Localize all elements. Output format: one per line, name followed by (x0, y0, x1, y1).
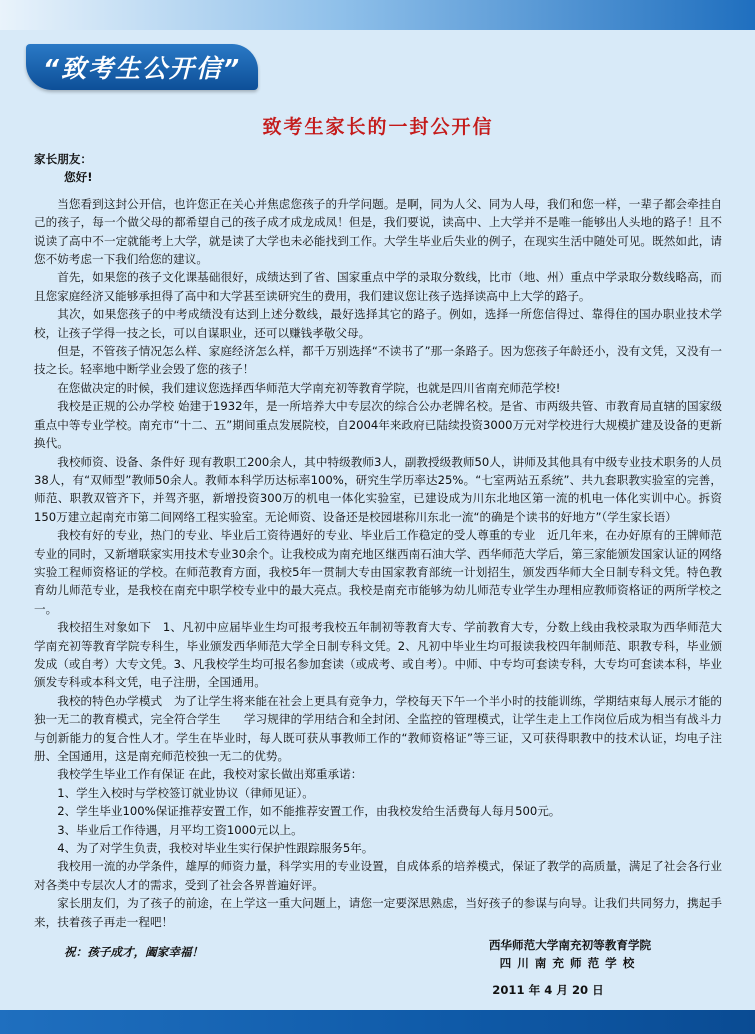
letter-paragraph: 3、毕业后工作待遇，月平均工资1000元以上。 (57, 822, 303, 837)
letter-body (34, 118, 722, 961)
letter-paragraph: 我校的特色办学模式 为了让学生将来能在社会上更具有竞争力，学校每天下午一个半小时的技能训练，学期结束每人展示才能的独一无二的教育模式，完全符合学生 学习规律的学用结合和全封闭、全监控的管理模式，让学生走上工作岗位后成为相当有战斗力与创新能力的复合性人才。学生在毕业时，每人既可获从事教师工作的“教师资格证”等三证，又可获得职教中的技术认证，均电子注册、全国通用，这是南充师范校独一无二的优势。 (34, 693, 722, 763)
letter-paragraph: 2、学生毕业100%保证推荐安置工作，如不能推荐安置工作，由我校发给生活费每人每月500元。 (57, 804, 561, 819)
signature-college: 西华师范大学南充初等教育学院 (488, 938, 652, 952)
letter-paragraph: 我校招生对象如下 1、凡初中应届毕业生均可报考我校五年制初等教育大专、学前教育大专，分数上线由我校录取为西华师范大学南充初等教育学院专科生，毕业颁发西华师范大学全日制专科文凭。2、凡初中毕业生均可报读我校四年制师范、职教专科，毕业颁发成（或自考）大专文凭。3、凡我校学生均可报名参加套读（或成考、或自考）。中师、中专均可套读专科，大专均可套读本科，毕业颁发专科或本科文凭，电子注册，全国通用。 (34, 620, 722, 690)
letter-paragraph: 我校用一流的办学条件，雄厚的师资力量，科学实用的专业设置，自成体系的培养模式，保证了教学的高质量，满足了社会各行业对各类中专层次人才的需求，受到了社会各界普遍好评。 (34, 859, 722, 892)
letter-paragraph: 家长朋友们，为了孩子的前途，在上学这一重大问题上，请您一定要深思熟虑，当好孩子的参谋与向导。让我们共同努力，携起手来，扶着孩子再走一程吧！ (34, 896, 722, 929)
top-decorative-bar (0, 0, 755, 30)
letter-paragraph: 首先，如果您的孩子文化课基础很好，成绩达到了省、国家重点中学的录取分数线，比市（地、州）重点中学录取分数线略高，而且您家庭经济又能够承担得了高中和大学甚至读研究生的费用，我们建议您让孩子选择读高中上大学的路子。 (34, 270, 722, 303)
letter-paragraph: 当您看到这封公开信，也许您正在关心并焦虑您孩子的升学问题。是啊，同为人父、同为人母，我们和您一样，一辈子都会牵挂自己的孩子，每一个做父母的都希望自己的孩子成才成龙成凤！但是，我们要说，读高中、上大学并不是唯一能够出人头地的路子！且不说读了高中不一定就能考上大学，就是读了大学也未必能找到工作。大学生毕业后失业的例子，在现实生活中随处可见。既然如此，请您不妨考虑一下我们给您的建议。 (34, 196, 722, 267)
greeting-hello: 您好! (64, 170, 93, 185)
bottom-decorative-bar (0, 1010, 755, 1034)
banner-title: “致考生公开信” (42, 54, 242, 83)
letter-paragraphs (34, 195, 722, 931)
letter-paragraph: 我校学生毕业工作有保证 在此，我校对家长做出郑重承诺： (57, 767, 363, 782)
letter-paragraph: 我校师资、设备、条件好 现有教职工200余人，其中特级教师3人，副教授级教师50人，讲师及其他具有中级专业技术职务的人员38人，有“双师型”教师50余人。教师本科学历达标率100%，研究生学历率达25%。“七室两站五系统”、共九套职教实验室的完善，师范、职教双管齐下，并驾齐驱，新增投资300万的机电一体化实验室，已建设成为川东北地区第一流的机电一体化实训中心。拆资150万建立起南充市第二间网络工程实验室。无论师资、设备还是校园堪称川东北一流“的确是个读书的好地方”（学生家长语） (34, 454, 722, 524)
closing-motto: 祝：孩子成才，阖家幸福！ (64, 945, 204, 960)
letter-date: 2011 年 4 月 20 日 (492, 983, 604, 997)
letter-paragraph: 1、学生入校时与学校签订就业协议（律师见证）。 (57, 785, 314, 800)
signature-block (420, 936, 720, 972)
letter-paragraph: 我校是正规的公办学校 始建于1932年，是一所培养大中专层次的综合公办老牌名校。是省、市两级共管、市教育局直辖的国家级重点中等专业学校。南充市“十二、五”期间重点发展院校，自2004年来政府已陆续投资3000万元对学校进行大规模扩建及设备的更新换代。 (34, 399, 722, 451)
header-banner (26, 44, 258, 90)
letter-title: 致考生家长的一封公开信 (262, 116, 494, 138)
letter-paragraph: 其次，如果您孩子的中考成绩没有达到上述分数线，最好选择其它的路子。例如，选择一所您信得过、靠得住的国办职业技术学校，让孩子学得一技之长，可以自谋职业，还可以赚钱孝敬父母。 (34, 307, 722, 340)
letter-paragraph: 但是，不管孩子情况怎么样、家庭经济怎么样，都千万别选择“不读书了”那一条路子。因为您孩子年龄还小，没有文凭，又没有一技之长。轻率地中断学业会毁了您的孩子！ (34, 344, 722, 377)
letter-paragraph: 4、为了对学生负责，我校对毕业生实行保护性跟踪服务5年。 (57, 841, 374, 856)
letter-paragraph: 在您做决定的时候，我们建议您选择西华师范大学南充初等教育学院，也就是四川省南充师范学校! (57, 380, 561, 395)
greeting: 家长朋友： (34, 152, 92, 166)
signature-school: 四川南充师范学校 (499, 956, 641, 970)
letter-paragraph: 我校有好的专业，热门的专业、毕业后工资待遇好的专业、毕业后工作稳定的受人尊重的专业 近几年来，在办好原有的王牌师范专业的同时，又新增联家实用技术专业30余个。让我校成为南充地区继西南石油大学、西华师范大学后，第三家能颁发国家认证的网络实验工程师资格证的学校。在师范教育方面，我校5年一贯制大专由国家教育部统一计划招生，颁发西华师大全日制专科文凭。特色教育幼儿师范专业，是我校在南充中职学校专业中的最大亮点。我校是南充市能够为幼儿师范专业学生办理相应教师资格证的两所学校之一。 (34, 528, 722, 616)
